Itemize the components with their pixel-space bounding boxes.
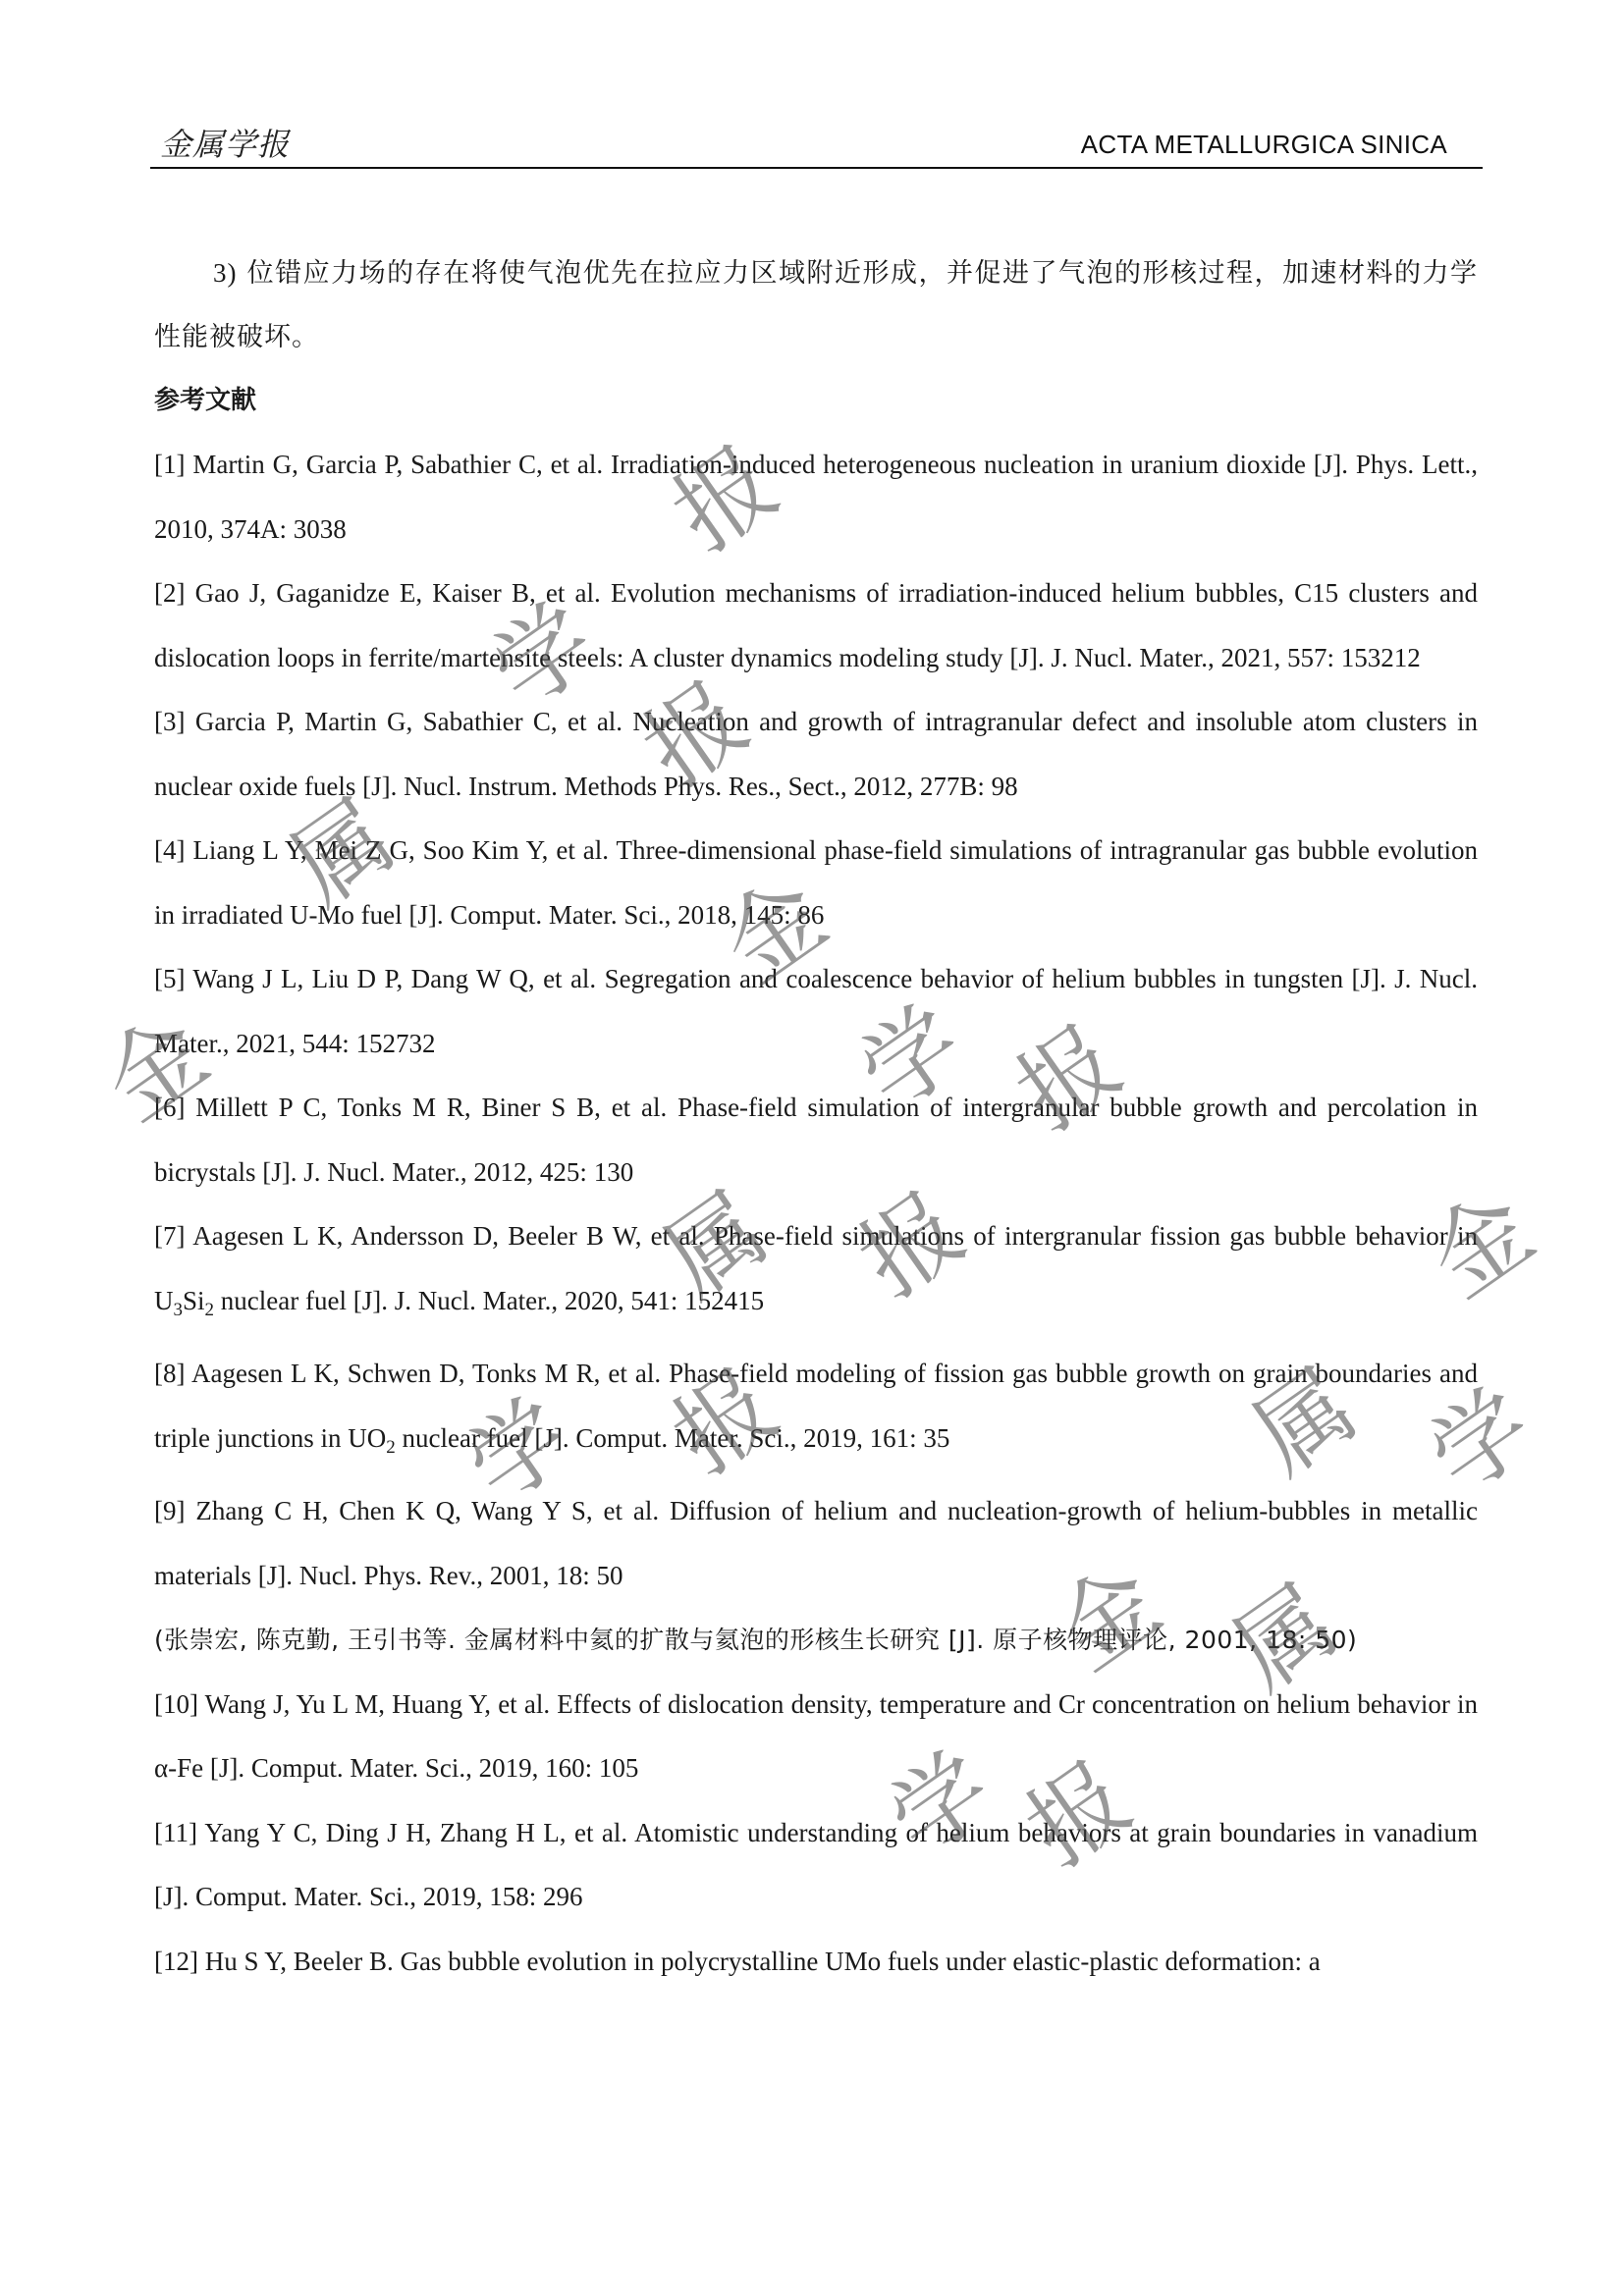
watermark-char: 学 [448, 1378, 591, 1525]
references-heading: 参考文献 [154, 386, 257, 415]
conclusion-number: 3) [213, 258, 238, 288]
watermark-char: 报 [624, 662, 768, 809]
watermark-char: 属 [1233, 1349, 1377, 1496]
reference-7 [154, 1204, 1478, 1342]
watermark-char: 报 [654, 1349, 797, 1496]
watermark-char: 属 [644, 1172, 787, 1319]
watermark-char: 金 [84, 995, 228, 1143]
journal-logo: 金属学报 [160, 126, 291, 163]
watermark-char: 报 [840, 1172, 984, 1319]
watermark-char: 学 [870, 1732, 1013, 1879]
reference-7-text-b: Si [183, 1285, 205, 1315]
reference-8 [154, 1342, 1478, 1479]
reference-6: [6] Millett P C, Tonks M R, Biner S B, et al. Phase-field simulation of intergranular bubble growth and percolation in bicrystals [J]. J. Nucl. Mater., 2012, 425: 130 [154, 1093, 1478, 1187]
reference-7-subscript-b: 2 [204, 1299, 215, 1320]
reference-3: [3] Garcia P, Martin G, Sabathier C, et al. Nucleation and growth of intragranular defect and insoluble atom clusters in nuclear oxide fuels [J]. Nucl. Instrum. Methods Phys. Res., Sect., 2012, 277B: 98 [154, 707, 1478, 801]
watermark-char: 报 [654, 426, 797, 573]
page-header [150, 116, 1483, 169]
reference-2: [2] Gao J, Gaganidze E, Kaiser B, et al. Evolution mechanisms of irradiation-induced helium bubbles, C15 clusters and dislocation loops in ferrite/martensite steels: A cluster dynamics modeling study [J]. J. Nucl. Mater., 2021, 557: 153212 [154, 578, 1478, 672]
reference-7-text-a: [7] Aagesen L K, Andersson D, Beeler B W, et al. Phase-field simulations of intergranular fission gas bubble behavior in U [154, 1221, 1478, 1315]
journal-name: ACTA METALLURGICA SINICA [1080, 130, 1447, 159]
reference-8-text-b: nuclear fuel [J]. Comput. Mater. Sci., 2019, 161: 35 [395, 1422, 950, 1453]
reference-1: [1] Martin G, Garcia P, Sabathier C, et al. Irradiation-induced heterogeneous nucleation in uranium dioxide [J]. Phys. Lett., 2010, 374A: 3038 [154, 450, 1478, 544]
reference-8-subscript: 2 [386, 1436, 396, 1458]
watermark-char: 金 [703, 858, 846, 1005]
reference-list [154, 426, 1478, 1994]
conclusion-text: 位错应力场的存在将使气泡优先在拉应力区域附近形成，并促进了气泡的形核过程，加速材料的力学性能被破坏。 [154, 258, 1479, 352]
reference-5: [5] Wang J L, Liu D P, Dang W Q, et al. Segregation and coalescence behavior of helium bubbles in tungsten [J]. J. Nucl. Mater., 2021, 544: 152732 [154, 964, 1478, 1058]
watermark-char: 学 [840, 986, 984, 1133]
reference-9: [9] Zhang C H, Chen K Q, Wang Y S, et al. Diffusion of helium and nucleation-growth of helium-bubbles in metallic materials [J]. Nucl. Phys. Rev., 2001, 18: 50 [154, 1496, 1478, 1590]
reference-4: [4] Liang L Y, Mei Z G, Soo Kim Y, et al. Three-dimensional phase-field simulations of intragranular gas bubble evolution in irradiated U-Mo fuel [J]. Comput. Mater. Sci., 2018, 145: 86 [154, 835, 1478, 930]
reference-12: [12] Hu S Y, Beeler B. Gas bubble evolution in polycrystalline UMo fuels under elastic-plastic deformation: a [154, 1946, 1321, 1976]
reference-7-subscript-a: 3 [173, 1299, 183, 1320]
watermark-char: 学 [472, 583, 616, 730]
watermark-char: 金 [1037, 1545, 1180, 1692]
reference-8-text-a: [8] Aagesen L K, Schwen D, Tonks M R, et al. Phase-field modeling of fission gas bubble growth on grain boundaries and triple junctions in UO [154, 1359, 1478, 1453]
watermark-char: 学 [1410, 1368, 1553, 1516]
reference-9-chinese: (张崇宏, 陈克勤, 王引书等. 金属材料中氦的扩散与氦泡的形核生长研究 [J]. 原子核物理评论, 2001, 18: 50) [154, 1626, 1358, 1654]
conclusion-item-3 [154, 241, 1478, 369]
page-content [154, 241, 1478, 1994]
watermark-char: 属 [1214, 1565, 1357, 1712]
reference-10: [10] Wang J, Yu L M, Huang Y, et al. Effects of dislocation density, temperature and Cr concentration on helium behavior in α-Fe [J]. Comput. Mater. Sci., 2019, 160: 105 [154, 1688, 1478, 1783]
watermark-char: 报 [998, 1005, 1141, 1152]
watermark-char: 金 [1410, 1172, 1553, 1319]
watermark-char: 报 [1007, 1741, 1151, 1889]
reference-11: [11] Yang Y C, Ding J H, Zhang H L, et al. Atomistic understanding of helium behaviors at grain boundaries in vanadium [J]. Comput. Mater. Sci., 2019, 158: 296 [154, 1817, 1478, 1911]
reference-7-text-c: nuclear fuel [J]. J. Nucl. Mater., 2020, 541: 152415 [214, 1285, 765, 1315]
watermark-char: 属 [271, 779, 414, 927]
